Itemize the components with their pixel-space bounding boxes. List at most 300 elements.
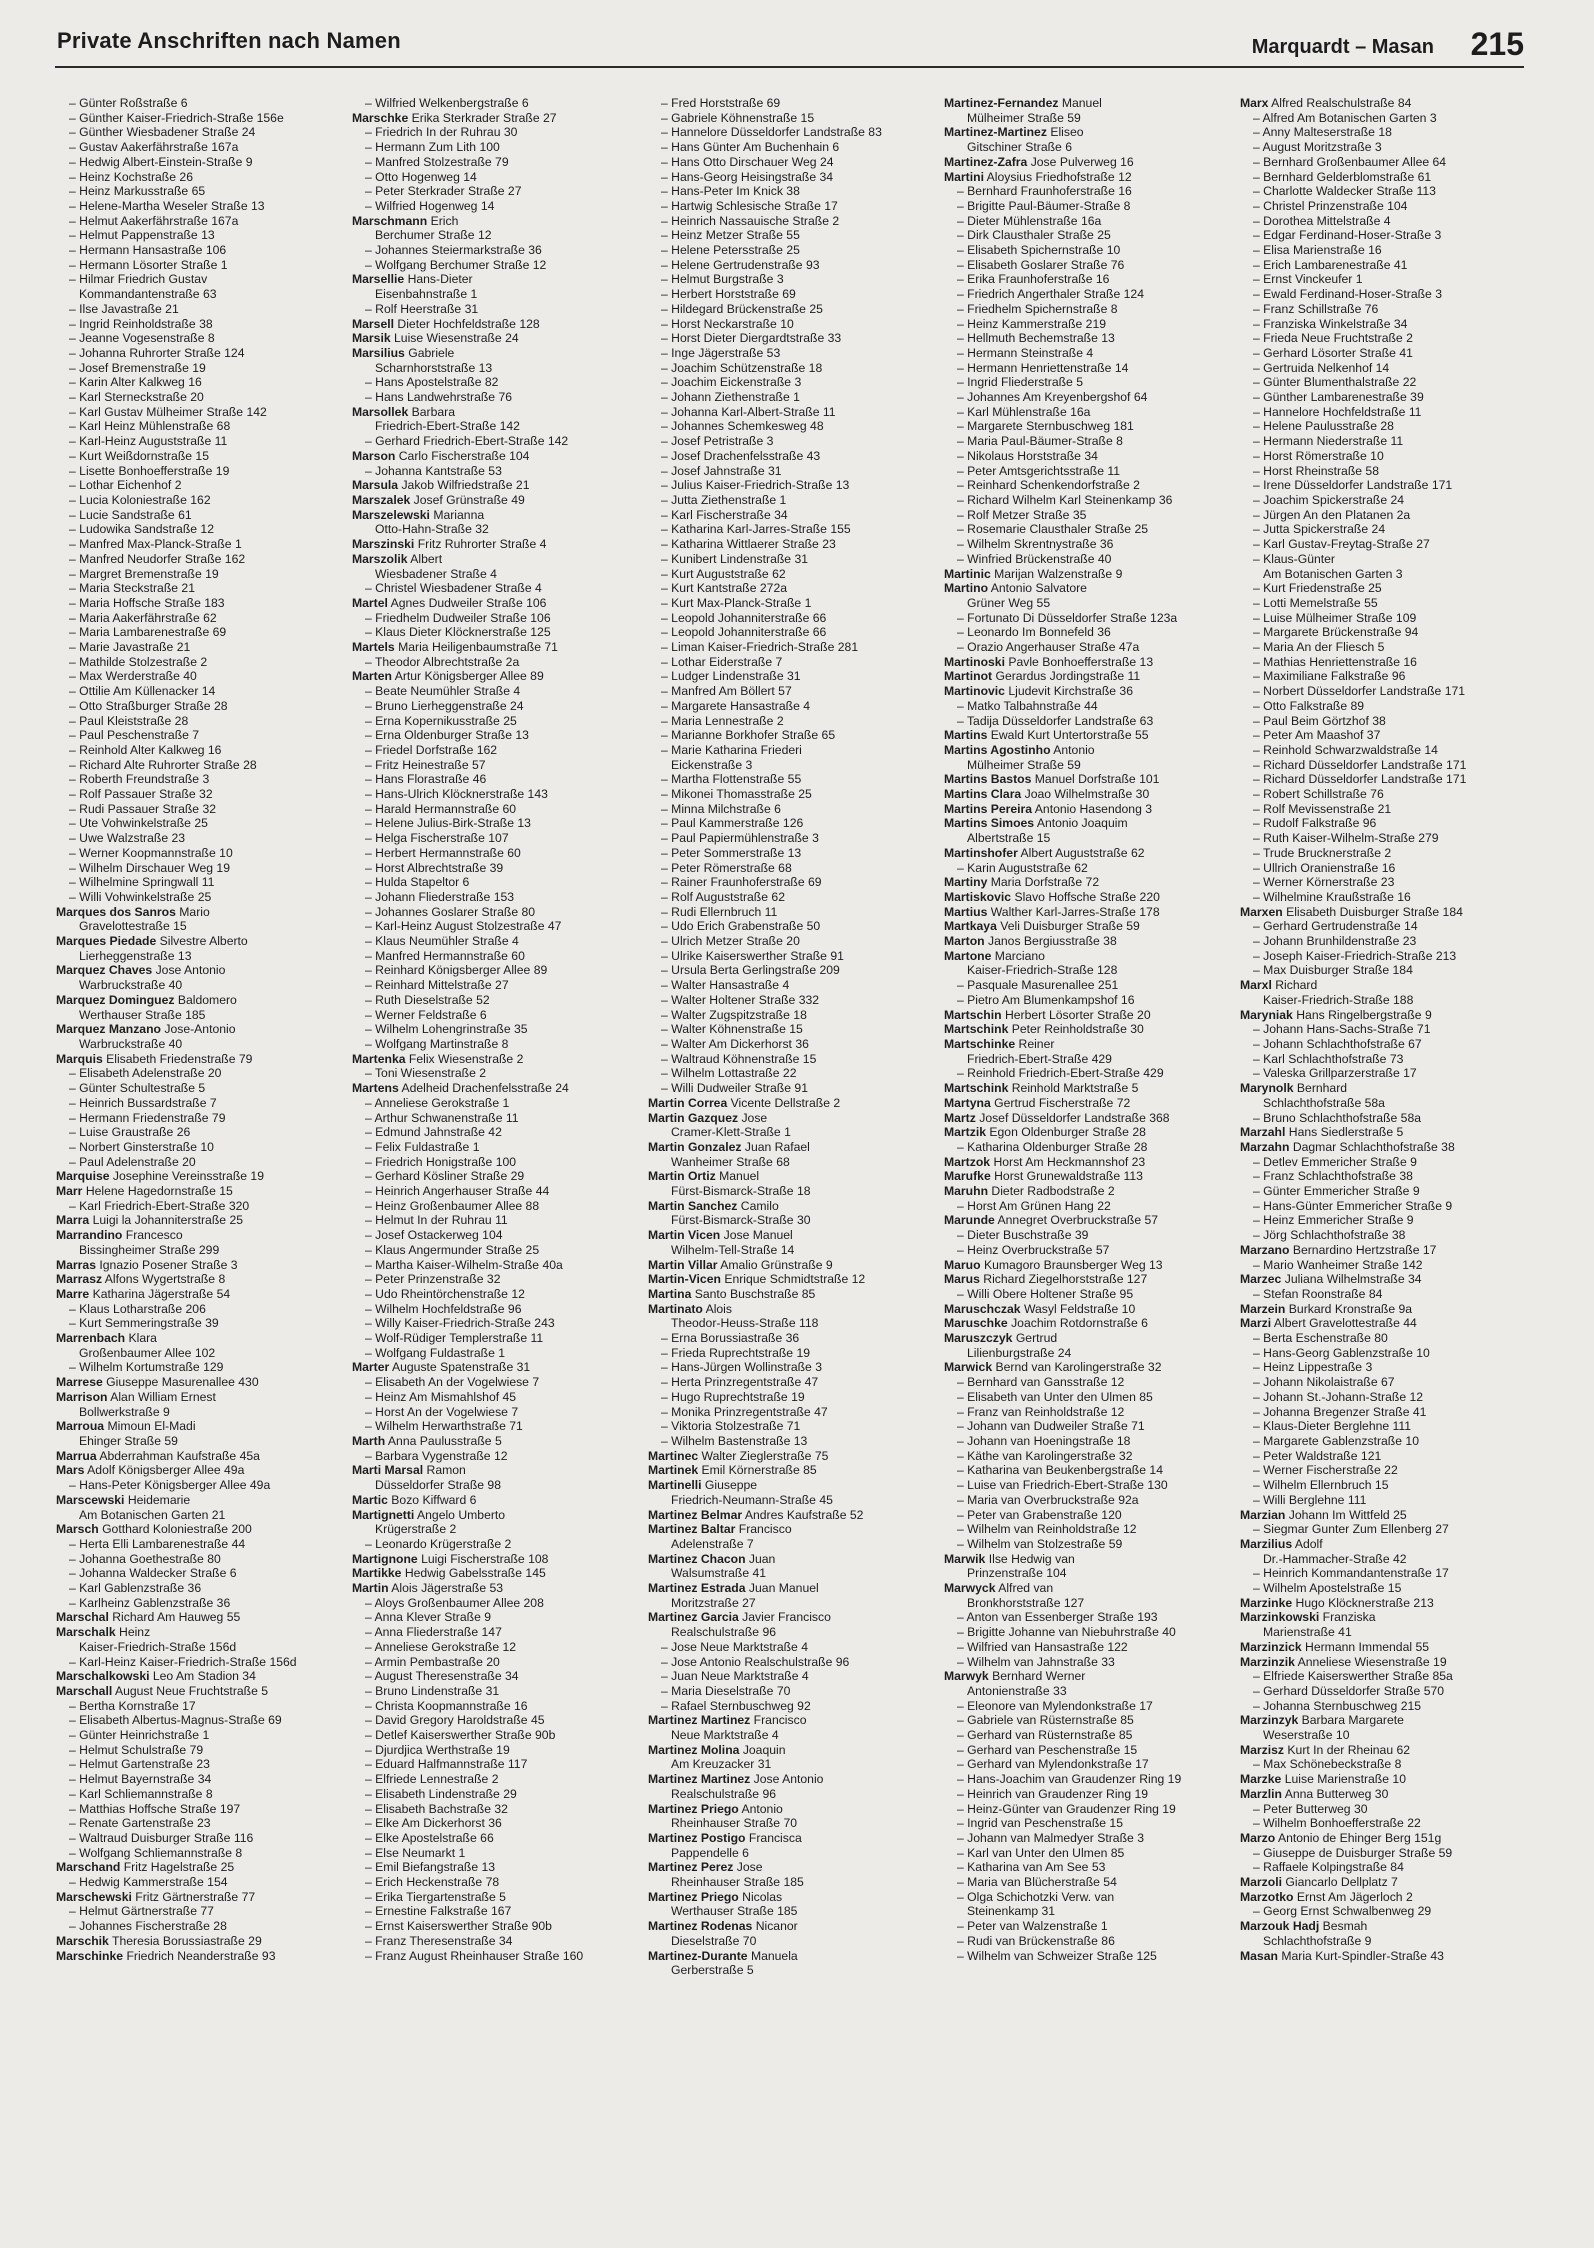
entry-text: – Peter Butterweg 30: [1253, 1801, 1368, 1816]
directory-entry: [944, 1184, 1230, 1199]
directory-entry: [56, 772, 342, 787]
directory-entry: [56, 1037, 342, 1052]
entry-text: Pappendelle 6: [671, 1845, 749, 1860]
directory-entry: [352, 449, 638, 464]
entry-text: – Heinz Kochstraße 26: [69, 169, 193, 184]
directory-entry: [56, 1581, 342, 1596]
entry-text: – Günter Emmericher Straße 9: [1253, 1184, 1420, 1199]
directory-entry: [56, 1346, 342, 1361]
directory-entry: [56, 1743, 342, 1758]
entry-text: Hans Ringelbergstraße 9: [1296, 1007, 1432, 1022]
directory-entry: [648, 875, 934, 890]
entry-text: Luise Wiesenstraße 24: [394, 331, 519, 346]
directory-entry: [1240, 96, 1526, 111]
entry-text: Warbruckstraße 40: [79, 978, 183, 993]
directory-entry: [352, 302, 638, 317]
entry-text: – Walter Hansastraße 4: [661, 978, 790, 993]
surname: Martinek: [648, 1463, 699, 1478]
entry-text: – Luise Graustraße 26: [69, 1125, 191, 1140]
directory-entry: [944, 1449, 1230, 1464]
surname: Martone: [944, 948, 992, 963]
directory-entry: [56, 1405, 342, 1420]
entry-text: Mülheimer Straße 59: [967, 757, 1081, 772]
directory-entry: [944, 1669, 1230, 1684]
entry-text: Katharina Jägerstraße 54: [92, 1286, 231, 1301]
entry-text: Antonienstraße 33: [967, 1683, 1067, 1698]
directory-entry: [648, 772, 934, 787]
entry-text: – Willy Kaiser-Friedrich-Straße 243: [365, 1316, 555, 1331]
surname: Marsula: [352, 478, 399, 493]
directory-entry: [648, 449, 934, 464]
entry-text: – Orazio Angerhauser Straße 47a: [957, 640, 1140, 655]
directory-entry: [1240, 111, 1526, 126]
directory-entry: [1240, 1228, 1526, 1243]
entry-text: – Bernhard van Gansstraße 12: [957, 1375, 1125, 1390]
entry-text: Düsseldorfer Straße 98: [375, 1478, 501, 1493]
directory-entry: [648, 1360, 934, 1375]
directory-entry: [352, 493, 638, 508]
surname: Maruo: [944, 1257, 981, 1272]
directory-entry: [648, 1713, 934, 1728]
directory-entry: [352, 1419, 638, 1434]
directory-entry: [1240, 846, 1526, 861]
directory-entry: [1240, 1610, 1526, 1625]
directory-entry: [352, 405, 638, 420]
entry-text: Barbara: [411, 404, 455, 419]
directory-entry: [1240, 1258, 1526, 1273]
directory-entry: [944, 199, 1230, 214]
entry-text: Krügerstraße 2: [375, 1522, 457, 1537]
directory-entry: [56, 1184, 342, 1199]
directory-entry: [56, 228, 342, 243]
directory-entry: [352, 361, 638, 376]
entry-text: – Ute Vohwinkelstraße 25: [69, 816, 208, 831]
entry-text: Helene Hagedornstraße 15: [85, 1184, 233, 1199]
entry-text: – Johannes Goslarer Straße 80: [365, 904, 536, 919]
entry-text: Hans-Dieter: [407, 272, 473, 287]
directory-entry: [648, 1346, 934, 1361]
surname: Martinez Perez: [648, 1860, 734, 1875]
directory-entry: [648, 302, 934, 317]
entry-text: – Luise Mülheimer Straße 109: [1253, 610, 1417, 625]
entry-text: – Paul Papiermühlenstraße 3: [661, 831, 819, 846]
directory-entry: [944, 1419, 1230, 1434]
directory-entry: [648, 699, 934, 714]
directory-entry: [1240, 684, 1526, 699]
directory-entry: [1240, 1037, 1526, 1052]
directory-entry: [944, 1360, 1230, 1375]
entry-text: – Wilhelm Apostelstraße 15: [1253, 1581, 1402, 1596]
directory-entry: [1240, 331, 1526, 346]
entry-text: Peter Reinholdstraße 30: [1011, 1022, 1144, 1037]
entry-text: – Kurt Weißdornstraße 15: [69, 448, 209, 463]
directory-entry: [648, 405, 934, 420]
surname: Maruhn: [944, 1184, 989, 1199]
entry-text: – Bernhard Großenbaumer Allee 64: [1253, 154, 1447, 169]
directory-entry: [56, 1875, 342, 1890]
entry-text: Alois: [705, 1301, 732, 1316]
entry-text: Antonio Salvatore: [990, 581, 1087, 596]
entry-text: – Heinz Metzer Straße 55: [661, 228, 800, 243]
directory-entry: [648, 390, 934, 405]
entry-text: – Peter van Grabenstraße 120: [957, 1507, 1122, 1522]
directory-entry: [648, 1302, 934, 1317]
directory-entry: [944, 302, 1230, 317]
entry-text: – Hugo Ruprechtstraße 19: [661, 1389, 805, 1404]
directory-entry: [648, 611, 934, 626]
entry-text: – Helmut In der Ruhrau 11: [365, 1213, 508, 1228]
entry-text: – Georg Ernst Schwalbenweg 29: [1253, 1904, 1432, 1919]
directory-entry: [648, 1816, 934, 1831]
entry-text: – Karl Gustav-Freytag-Straße 27: [1253, 537, 1430, 552]
entry-text: – Helene Paulusstraße 28: [1253, 419, 1394, 434]
directory-entry: [1240, 1860, 1526, 1875]
directory-entry: [944, 125, 1230, 140]
entry-text: – Johann van Malmedyer Straße 3: [957, 1830, 1144, 1845]
directory-entry: [1240, 875, 1526, 890]
entry-text: – Leonardo Krügerstraße 2: [365, 1536, 512, 1551]
directory-entry: [56, 1008, 342, 1023]
entry-text: – Felix Fuldastraße 1: [365, 1139, 480, 1154]
entry-text: – Hilmar Friedrich Gustav: [69, 272, 208, 287]
entry-text: Joachim Rotdornstraße 6: [1011, 1316, 1148, 1331]
entry-text: – Josef Petristraße 3: [661, 434, 774, 449]
directory-entry: [56, 1728, 342, 1743]
entry-text: – Bruno Schlachthofstraße 58a: [1253, 1110, 1422, 1125]
directory-entry: [56, 1331, 342, 1346]
directory-entry: [352, 508, 638, 523]
directory-entry: [56, 1096, 342, 1111]
directory-entry: [944, 1772, 1230, 1787]
entry-text: Agnes Dudweiler Straße 106: [390, 595, 547, 610]
directory-entry: [944, 1478, 1230, 1493]
entry-text: – Rolf Heerstraße 31: [365, 301, 479, 316]
directory-entry: [648, 464, 934, 479]
entry-text: Cramer-Klett-Straße 1: [671, 1125, 791, 1140]
directory-entry: [1240, 317, 1526, 332]
entry-text: – Pasquale Masurenallee 251: [957, 978, 1119, 993]
directory-entry: [944, 272, 1230, 287]
entry-text: – Dieter Buschstraße 39: [957, 1228, 1089, 1243]
entry-text: – Heinrich Nassauische Straße 2: [661, 213, 840, 228]
entry-text: – Elfriede Kaiserswerther Straße 85a: [1253, 1669, 1453, 1684]
entry-text: – Johann Fliederstraße 153: [365, 889, 515, 904]
directory-entry: [56, 317, 342, 332]
directory-entry: [944, 787, 1230, 802]
directory-entry: [944, 434, 1230, 449]
entry-text: – Renate Gartenstraße 23: [69, 1816, 211, 1831]
directory-entry: [56, 552, 342, 567]
directory-entry: [1240, 1875, 1526, 1890]
directory-entry: [352, 1684, 638, 1699]
directory-entry: [944, 772, 1230, 787]
entry-text: – Elisabeth Goslarer Straße 76: [957, 257, 1125, 272]
directory-entry: [1240, 640, 1526, 655]
directory-entry: [1240, 567, 1526, 582]
directory-entry: [352, 1787, 638, 1802]
directory-entry: [944, 714, 1230, 729]
directory-entry: [56, 669, 342, 684]
entry-text: – Heinrich Kommandantenstraße 17: [1253, 1566, 1449, 1581]
directory-entry: [352, 831, 638, 846]
entry-text: Emil Körnerstraße 85: [701, 1463, 817, 1478]
entry-text: Francesco: [125, 1228, 183, 1243]
entry-text: – Jose Antonio Realschulstraße 96: [661, 1654, 850, 1669]
directory-entry: [944, 331, 1230, 346]
surname: Martinez-Zafra: [944, 154, 1028, 169]
surname: Martinez Martinez: [648, 1772, 751, 1787]
surname: Marti Marsal: [352, 1463, 424, 1478]
directory-entry: [944, 846, 1230, 861]
directory-entry: [352, 1331, 638, 1346]
directory-entry: [1240, 302, 1526, 317]
directory-entry: [944, 1552, 1230, 1567]
directory-entry: [944, 390, 1230, 405]
directory-entry: [944, 596, 1230, 611]
entry-text: – Heinrich Bussardstraße 7: [69, 1095, 217, 1110]
directory-entry: [1240, 1022, 1526, 1037]
entry-text: – Erika Tiergartenstraße 5: [365, 1889, 506, 1904]
directory-entry: [352, 1846, 638, 1861]
entry-text: – Karin Auguststraße 62: [957, 860, 1088, 875]
surname: Martin Gonzalez: [648, 1139, 742, 1154]
directory-entry: [944, 1537, 1230, 1552]
surname: Marschke: [352, 110, 409, 125]
entry-text: – Stefan Roonstraße 84: [1253, 1286, 1383, 1301]
surname: Martin: [352, 1581, 389, 1596]
directory-entry: [1240, 890, 1526, 905]
directory-entry: [648, 361, 934, 376]
entry-text: – Helmut Gartenstraße 23: [69, 1757, 210, 1772]
directory-entry: [56, 390, 342, 405]
directory-entry: [352, 170, 638, 185]
directory-entry: [944, 743, 1230, 758]
directory-entry: [648, 1596, 934, 1611]
entry-text: – Gerhard van Peschenstraße 15: [957, 1742, 1138, 1757]
directory-entry: [944, 449, 1230, 464]
surname: Maryniak: [1240, 1007, 1293, 1022]
directory-entry: [648, 1243, 934, 1258]
entry-text: – Lothar Eiderstraße 7: [661, 654, 783, 669]
directory-entry: [56, 1140, 342, 1155]
directory-entry: [944, 1934, 1230, 1949]
directory-entry: [56, 1860, 342, 1875]
directory-entry: [352, 317, 638, 332]
directory-entry: [648, 1213, 934, 1228]
entry-text: – Reinhold Friedrich-Ebert-Straße 429: [957, 1066, 1164, 1081]
entry-text: – Reinhard Königsberger Allee 89: [365, 963, 548, 978]
entry-text: – Elisabeth Adelenstraße 20: [69, 1066, 222, 1081]
entry-text: Alfred van: [998, 1581, 1054, 1596]
directory-entry: [56, 1434, 342, 1449]
entry-text: Horst Grunewaldstraße 113: [994, 1169, 1143, 1184]
directory-entry: [1240, 140, 1526, 155]
directory-entry: [648, 346, 934, 361]
entry-text: – Marie Katharina Friederi: [661, 742, 802, 757]
entry-text: Am Botanischen Garten 21: [79, 1507, 226, 1522]
entry-text: – August Moritzstraße 3: [1253, 140, 1382, 155]
directory-entry: [352, 861, 638, 876]
directory-entry: [1240, 861, 1526, 876]
entry-text: – Kurt Friedenstraße 25: [1253, 581, 1382, 596]
surname: Marzinzick: [1240, 1639, 1302, 1654]
directory-entry: [352, 125, 638, 140]
entry-text: – Karl-Heinz Kaiser-Friedrich-Straße 156d: [69, 1654, 297, 1669]
entry-text: Friedrich-Neumann-Straße 45: [671, 1492, 833, 1507]
directory-entry: [1240, 816, 1526, 831]
entry-text: – Trude Brucknerstraße 2: [1253, 845, 1392, 860]
surname: Marschik: [56, 1933, 109, 1948]
directory-entry: [56, 1258, 342, 1273]
surname: Marzo: [1240, 1830, 1276, 1845]
entry-text: Maria Kurt-Spindler-Straße 43: [1281, 1948, 1444, 1963]
entry-text: Leo Am Stadion 34: [152, 1669, 256, 1684]
directory-entry: [1240, 993, 1526, 1008]
surname: Marxen: [1240, 904, 1283, 919]
entry-text: – Kunibert Lindenstraße 31: [661, 551, 809, 566]
entry-text: – Paul Peschenstraße 7: [69, 728, 200, 743]
directory-entry: [944, 1493, 1230, 1508]
entry-text: – Jose Neue Marktstraße 4: [661, 1639, 808, 1654]
entry-text: Schlachthofstraße 9: [1263, 1933, 1372, 1948]
directory-entry: [648, 258, 934, 273]
directory-entry: [56, 978, 342, 993]
directory-entry: [944, 655, 1230, 670]
directory-entry: [1240, 1934, 1526, 1949]
entry-text: – Kurt Auguststraße 62: [661, 566, 786, 581]
entry-text: – Richard Wilhelm Karl Steinenkamp 36: [957, 492, 1173, 507]
surname: Martinez Baltar: [648, 1522, 736, 1537]
directory-entry: [56, 1125, 342, 1140]
entry-text: Josef Düsseldorfer Landstraße 368: [979, 1110, 1170, 1125]
directory-entry: [352, 1052, 638, 1067]
directory-entry: [56, 1831, 342, 1846]
directory-entry: [56, 1066, 342, 1081]
entry-text: – Dirk Clausthaler Straße 25: [957, 228, 1111, 243]
directory-entry: [1240, 1566, 1526, 1581]
surname: Martz: [944, 1110, 976, 1125]
entry-text: Werthauser Straße 185: [79, 1007, 206, 1022]
directory-entry: [648, 831, 934, 846]
directory-entry: [648, 537, 934, 552]
entry-text: – Brigitte Paul-Bäumer-Straße 8: [957, 198, 1131, 213]
entry-text: – Elfriede Lennestraße 2: [365, 1772, 499, 1787]
entry-text: Erich: [430, 213, 459, 228]
entry-text: – Toni Wiesenstraße 2: [365, 1066, 487, 1081]
surname: Marzec: [1240, 1272, 1282, 1287]
directory-entry: [648, 1640, 934, 1655]
entry-text: – Joachim Schützenstraße 18: [661, 360, 823, 375]
entry-text: – Manfred Am Böllert 57: [661, 684, 792, 699]
entry-text: – Ottilie Am Küllenacker 14: [69, 684, 216, 699]
surname: Marsellie: [352, 272, 405, 287]
directory-entry: [352, 655, 638, 670]
entry-text: Joao Wilhelmstraße 30: [1024, 787, 1150, 802]
directory-entry: [944, 1169, 1230, 1184]
entry-text: Friedrich-Ebert-Straße 429: [967, 1051, 1112, 1066]
surname: Marus: [944, 1272, 980, 1287]
entry-text: – Edgar Ferdinand-Hoser-Straße 3: [1253, 228, 1442, 243]
entry-text: – Emil Biefangstraße 13: [365, 1860, 496, 1875]
entry-text: Manuel Dorfstraße 101: [1034, 772, 1160, 787]
entry-text: Carlo Fischerstraße 104: [398, 448, 530, 463]
entry-text: Fürst-Bismarck-Straße 18: [671, 1184, 811, 1199]
entry-text: Gitschiner Straße 6: [967, 140, 1072, 155]
directory-entry: [352, 1346, 638, 1361]
directory-entry: [648, 1699, 934, 1714]
directory-entry: [648, 493, 934, 508]
directory-entry: [648, 375, 934, 390]
directory-entry: [1240, 346, 1526, 361]
directory-entry: [352, 552, 638, 567]
entry-text: – Lucia Koloniestraße 162: [69, 492, 211, 507]
entry-text: Gerberstraße 5: [671, 1963, 754, 1978]
surname: Martyna: [944, 1095, 991, 1110]
entry-text: – Wilhelm Dirschauer Weg 19: [69, 860, 230, 875]
directory-entry: [56, 1360, 342, 1375]
entry-text: – Klaus Angermunder Straße 25: [365, 1242, 540, 1257]
directory-entry: [56, 596, 342, 611]
directory-entry: [56, 1316, 342, 1331]
directory-entry: [352, 243, 638, 258]
entry-text: Amalio Grünstraße 9: [720, 1257, 833, 1272]
entry-text: Bozo Kiffward 6: [391, 1492, 477, 1507]
directory-entry: [648, 228, 934, 243]
directory-entry: [1240, 1919, 1526, 1934]
entry-text: – Max Werderstraße 40: [69, 669, 197, 684]
directory-entry: [56, 522, 342, 537]
directory-entry: [944, 758, 1230, 773]
directory-entry: [944, 1596, 1230, 1611]
entry-text: – Dorothea Mittelstraße 4: [1253, 213, 1391, 228]
entry-text: – Anton van Essenberger Straße 193: [957, 1610, 1158, 1625]
directory-entry: [56, 434, 342, 449]
directory-entry: [944, 1757, 1230, 1772]
surname: Martschink: [944, 1022, 1009, 1037]
entry-text: Heinz: [119, 1625, 151, 1640]
directory-entry: [648, 1625, 934, 1640]
entry-text: Friedrich Neanderstraße 93: [126, 1948, 276, 1963]
directory-entry: [648, 1610, 934, 1625]
entry-text: Wanheimer Straße 68: [671, 1154, 790, 1169]
directory-entry: [56, 816, 342, 831]
entry-text: – Joseph Kaiser-Friedrich-Straße 213: [1253, 948, 1457, 963]
directory-column-2: [352, 96, 638, 2236]
directory-entry: [56, 1522, 342, 1537]
surname: Marton: [944, 934, 985, 949]
entry-text: Francisco: [753, 1713, 807, 1728]
directory-entry: [648, 1552, 934, 1567]
directory-entry: [1240, 361, 1526, 376]
entry-text: – Herbert Horststraße 69: [661, 287, 796, 302]
surname: Marzahl: [1240, 1125, 1286, 1140]
directory-entry: [1240, 699, 1526, 714]
directory-entry: [1240, 508, 1526, 523]
surname: Marsell: [352, 316, 395, 331]
directory-entry: [352, 1552, 638, 1567]
directory-entry: [352, 155, 638, 170]
surname: Marsch: [56, 1522, 99, 1537]
entry-text: – Erna Borussiastraße 36: [661, 1331, 800, 1346]
entry-text: – Hans Apostelstraße 82: [365, 375, 499, 390]
surname: Martens: [352, 1081, 399, 1096]
entry-text: – Walter Am Dickerhorst 36: [661, 1037, 809, 1051]
entry-text: – Gerhard Lösorter Straße 41: [1253, 345, 1413, 360]
entry-text: – Elisabeth van Unter den Ulmen 85: [957, 1389, 1153, 1404]
entry-text: Johann Im Wittfeld 25: [1288, 1507, 1407, 1522]
entry-text: – Johann Brunhildenstraße 23: [1253, 934, 1417, 949]
surname: Marzotko: [1240, 1889, 1294, 1904]
